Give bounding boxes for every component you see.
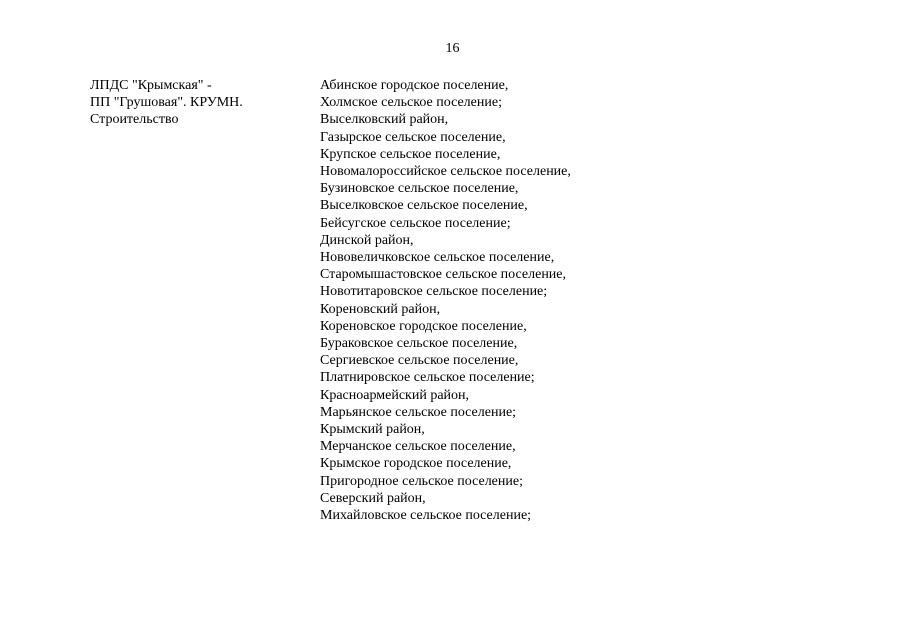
- object-name-line: ЛПДС "Крымская" -: [90, 78, 212, 93]
- territory-line: Новотитаровское сельское поселение;: [320, 284, 548, 300]
- territories-column: [320, 77, 880, 524]
- territory-line: Динской район,: [320, 232, 414, 248]
- territory-line: Кореновское городское поселение,: [320, 318, 527, 334]
- territory-line: Старомышастовское сельское поселение,: [320, 267, 567, 283]
- territory-line: Крупское сельское поселение,: [320, 146, 501, 162]
- territory-line: Бураковское сельское поселение,: [320, 336, 518, 352]
- territory-line: Нововеличковское сельское поселение,: [320, 250, 555, 266]
- territory-line: Платнировское сельское поселение;: [320, 370, 535, 386]
- territory-line: Бейсугское сельское поселение;: [320, 215, 511, 231]
- object-name-line: Строительство: [90, 112, 179, 128]
- territory-line: Холмское сельское поселение;: [320, 95, 502, 111]
- territory-line: Абинское городское поселение,: [320, 78, 509, 93]
- territory-line: Мерчанское сельское поселение,: [320, 439, 516, 455]
- territory-line: Сергиевское сельское поселение,: [320, 353, 519, 369]
- territory-line: Газырское сельское поселение,: [320, 129, 506, 145]
- page-number: 16: [445, 41, 460, 56]
- territory-line: Бузиновское сельское поселение,: [320, 181, 519, 197]
- territory-line: Марьянское сельское поселение;: [320, 404, 517, 420]
- territory-line: Крымское городское поселение,: [320, 456, 512, 472]
- territory-line: Выселковское сельское поселение,: [320, 198, 528, 214]
- object-name-line: ПП "Грушовая". КРУМН.: [90, 95, 243, 111]
- territory-line: Северский район,: [320, 490, 426, 506]
- territory-line: Михайловское сельское поселение;: [320, 508, 532, 524]
- territory-line: Пригородное сельское поселение;: [320, 473, 523, 489]
- territory-line: Новомалороссийское сельское поселение,: [320, 164, 571, 180]
- object-name-column: [90, 77, 310, 129]
- territory-line: Красноармейский район,: [320, 387, 470, 403]
- territory-line: Выселковский район,: [320, 112, 449, 128]
- territory-line: Крымский район,: [320, 422, 425, 438]
- territory-line: Кореновский район,: [320, 301, 441, 317]
